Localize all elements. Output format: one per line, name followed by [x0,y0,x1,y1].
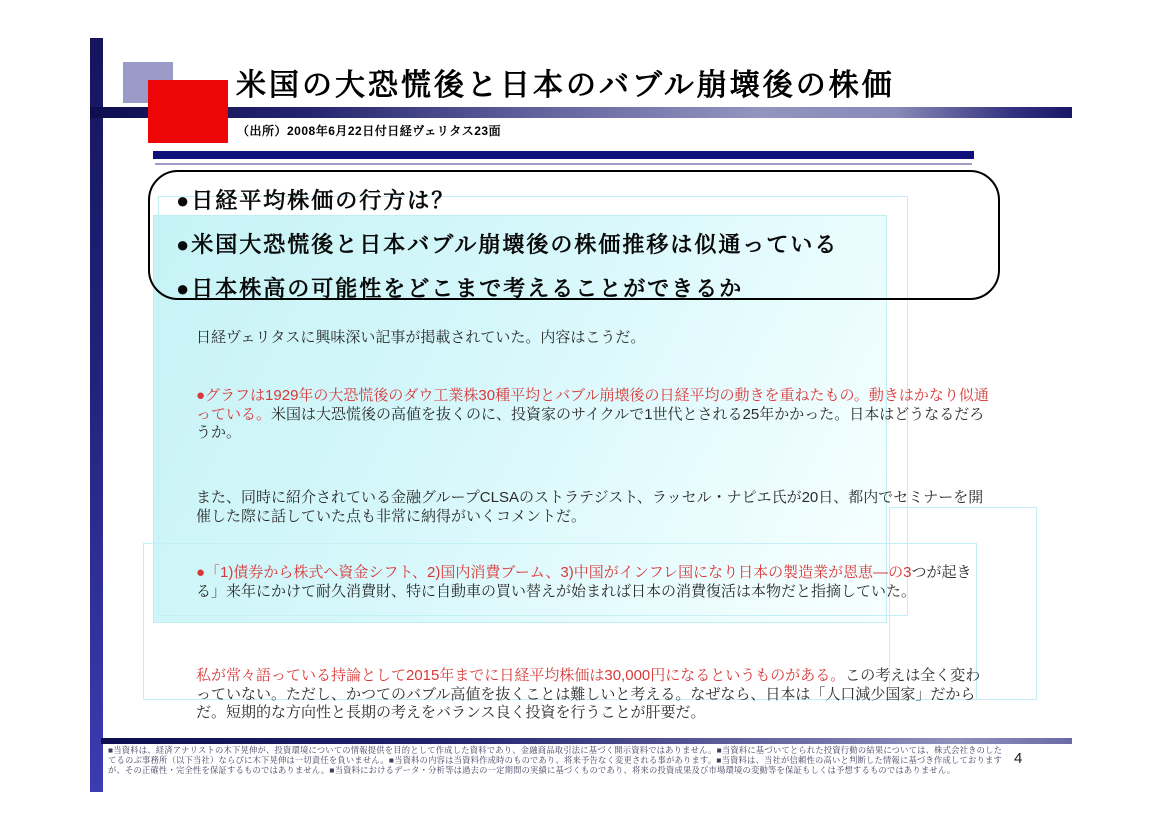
left-accent-bar [90,38,103,792]
highlighted-red-text: ●「1)債券から株式へ資金シフト、2)国内消費ブーム、3)中国がインフレ国になり日本の製造業が恩恵―の3 [196,564,912,581]
body-paragraph-2 [196,387,992,443]
footer-disclaimer-line: が、その正確性・完全性を保証するものではありません。■当資料におけるデータ・分析等は過去の一定期間の実績に基づくものであり、将来の投資成果及び市場環境の変動等を保証もしくは予想するものではありません。 [108,766,956,775]
red-accent-square [148,80,228,143]
highlighted-red-text: 私が常々語っている持論として2015年までに日経平均株価は30,000円になるというものがある。 [196,667,846,684]
page-number: 4 [1014,750,1023,767]
footer-gradient-bar [101,738,1072,744]
body-paragraph-4 [196,564,992,601]
footer-disclaimer [108,746,1002,776]
key-point-2: ●米国大恐慌後と日本バブル崩壊後の株価推移は似通っている [176,231,839,257]
source-citation: （出所）2008年6月22日付日経ヴェリタス23面 [237,124,502,138]
body-paragraph-3 [196,489,992,526]
body-paragraph-1 [196,329,992,348]
body-paragraph-5 [196,667,992,723]
body-text: 米国は大恐慌後の高値を抜くのに、投資家のサイクルで1世代とされる25年かかった。日本はどうなるだろうか。 [196,405,985,441]
header-underline-bar [153,151,974,159]
highlighted-red-text: ●グラフは1929年の大恐慌後のダウ工業株30種平均とバブル崩壊後の日経平均の動きを重ねたもの。動きはかなり似通っている。 [196,387,989,423]
header-gradient-bar [90,107,1072,118]
footer-disclaimer-line: ■当資料は、経済アナリストの木下晃伸が、投資環境についての情報提供を目的として作成した資料であり、金融商品取引法に基づく開示資料ではありません。■当資料に基づいてとられた投資行動の結果については、株式会社きのした [108,746,1003,755]
footer-disclaimer-line: てるのぶ事務所（以下当社）ならびに木下晃伸は一切責任を負いません。■当資料の内容は当資料作成時のものであり、将来予告なく変更される事があります。■当資料は、当社が信頼性の高いと判断した情報に基づき作成しております [108,756,1002,765]
body-text: この考えは全く変わっていない。ただし、かつてのバブル高値を抜くことは難しいと考える。なぜなら、日本は「人口減少国家」だからだ。短期的な方向性と長期の考えをバランス良く投資を行うことが肝要だ。 [196,667,981,721]
slide-title: 米国の大恐慌後と日本のバブル崩壊後の株価 [236,69,895,102]
body-text: つが起きる」来年にかけて耐久消費財、特に自動車の買い替えが始まれば日本の消費復活は本物だと指摘していた。 [196,564,972,600]
key-point-1: ●日経平均株価の行方は？ [176,187,456,213]
header-underline-thin [155,163,972,165]
key-point-3: ●日本株高の可能性をどこまで考えることができるか [176,275,744,301]
body-text: 日経ヴェリタスに興味深い記事が掲載されていた。内容はこうだ。 [196,329,646,346]
body-text: また、同時に紹介されている金融グループCLSAのストラテジスト、ラッセル・ナピエ氏が20日、都内でセミナーを開催した際に話していた点も非常に納得がいくコメントだ。 [196,489,984,525]
key-points-box [148,170,1000,300]
